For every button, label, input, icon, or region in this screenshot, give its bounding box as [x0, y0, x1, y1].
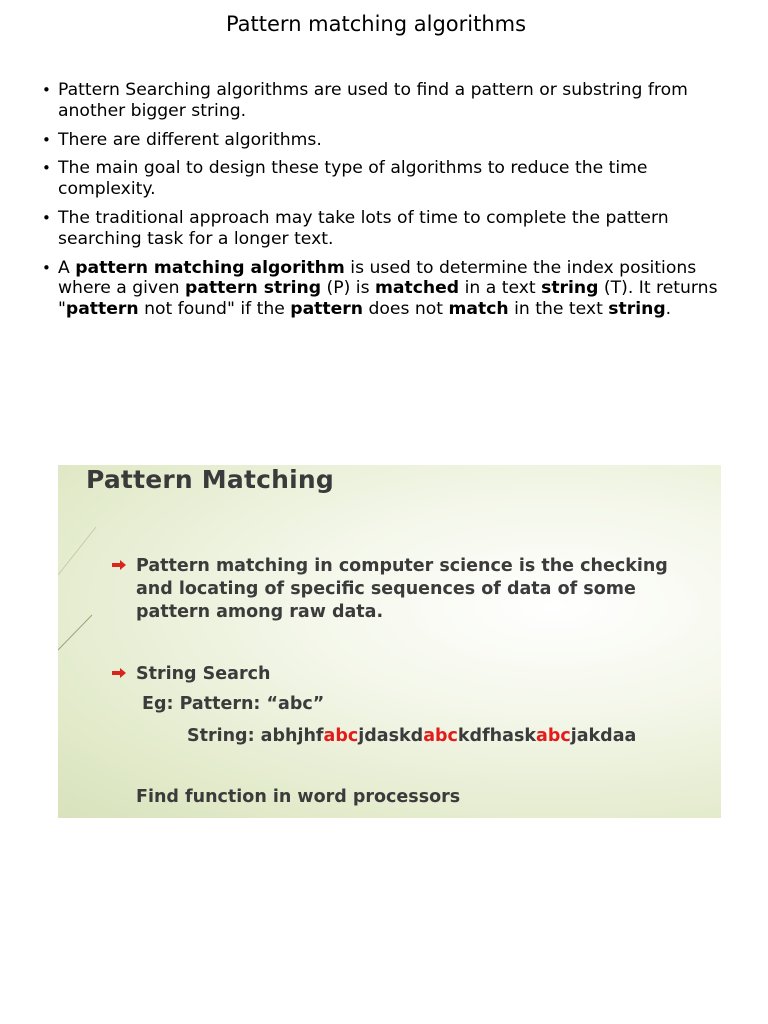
bold-term: matched: [375, 278, 460, 299]
slide-decor-lines: [58, 465, 118, 665]
bold-term: pattern: [65, 299, 139, 320]
bold-term: pattern matching algorithm: [75, 257, 345, 278]
bullet-text: There are different algorithms.: [58, 129, 322, 150]
bullet-item: [42, 80, 722, 122]
slide-example-string: String: abhjhfabcjdaskdabckdfhaskabcjakdaa: [187, 726, 637, 746]
bullet-text: Pattern Searching algorithms are used to find a pattern or substring from another bigger string.: [58, 80, 688, 121]
bullet-text: A pattern matching algorithm is used to determine the index positions where a given pattern string (P) is matched in a text string (T). It returns "pattern not found" if the pattern does not match in the text string.: [58, 257, 718, 320]
bullet-dot: •: [42, 159, 51, 178]
bullet-item: [42, 130, 722, 151]
bullet-item-definition: [42, 258, 722, 320]
embedded-slide-image: [58, 465, 721, 818]
arrow-bullet-icon: [112, 560, 126, 570]
page-title: Pattern matching algorithms: [225, 12, 527, 36]
arrow-bullet-icon: [112, 668, 126, 678]
slide-example-pattern: Eg: Pattern: “abc”: [142, 694, 325, 714]
bullet-dot: •: [42, 130, 51, 149]
bold-term: string: [608, 299, 666, 320]
slide-bullet-definition: Pattern matching in computer science is the checking and locating of specific sequences of data of some pattern among raw data.: [136, 555, 706, 624]
slide-find-function: Find function in word processors: [136, 787, 461, 807]
bold-term: string: [541, 278, 599, 299]
slide-bullet-string-search: String Search: [136, 663, 706, 686]
match-highlight: abc: [536, 726, 571, 746]
bullet-text: The traditional approach may take lots of time to complete the pattern searching task for a longer text.: [58, 207, 669, 249]
bold-term: pattern: [290, 299, 363, 320]
bold-term: match: [448, 299, 509, 320]
bold-term: pattern string: [185, 278, 322, 299]
match-highlight: abc: [423, 726, 458, 746]
bullet-dot: •: [42, 208, 51, 227]
bullet-dot: •: [42, 81, 51, 99]
bullet-text: The main goal to design these type of algorithms to reduce the time complexity.: [58, 158, 648, 200]
bullet-dot: •: [42, 258, 51, 277]
slide-title: Pattern Matching: [86, 465, 334, 494]
match-highlight: abc: [323, 726, 359, 746]
bullet-list: [42, 80, 722, 328]
bullet-item: [42, 158, 722, 200]
bullet-item: [42, 208, 722, 250]
